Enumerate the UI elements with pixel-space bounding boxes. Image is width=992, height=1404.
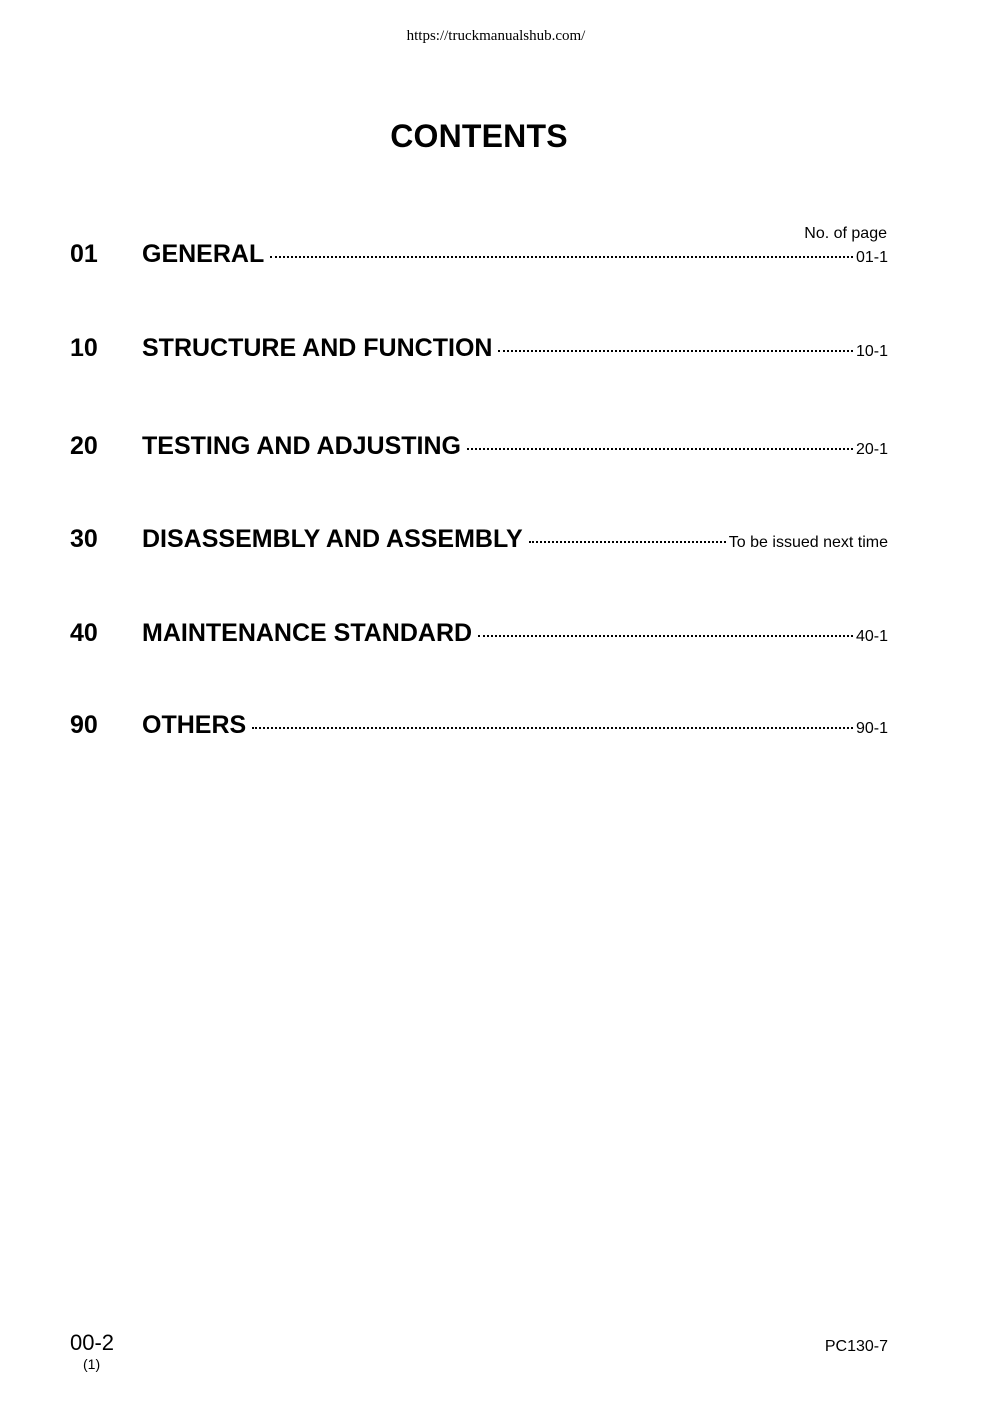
toc-row-testing-and-adjusting[interactable]: [70, 432, 888, 466]
footer-page-number: 00-2: [70, 1330, 115, 1355]
dot-leader: [252, 726, 853, 729]
toc-page-number: 01-1: [855, 249, 888, 266]
toc-section-number: 90: [70, 711, 98, 739]
toc-section-title: STRUCTURE AND FUNCTION: [142, 334, 493, 362]
toc-row-general[interactable]: [70, 240, 888, 274]
toc-section-title: TESTING AND ADJUSTING: [142, 432, 461, 460]
toc-section-number: 20: [70, 432, 98, 460]
page-title: CONTENTS: [390, 118, 568, 154]
toc-page-number: 40-1: [855, 628, 888, 645]
dot-leader: [478, 634, 853, 637]
toc-page-number: 10-1: [855, 343, 888, 360]
source-url: https://truckmanualshub.com/: [406, 28, 586, 44]
toc-row-others[interactable]: [70, 711, 888, 745]
toc-section-title: GENERAL: [142, 240, 265, 268]
footer-revision: (1): [83, 1356, 101, 1372]
footer-model: PC130-7: [824, 1338, 888, 1355]
toc-section-number: 10: [70, 334, 98, 362]
toc-section-number: 01: [70, 240, 98, 268]
dot-leader: [529, 540, 726, 543]
toc-section-title: DISASSEMBLY AND ASSEMBLY: [142, 525, 523, 553]
page-column-label: No. of page: [804, 225, 887, 242]
dot-leader: [467, 447, 853, 450]
toc-row-maintenance-standard[interactable]: [70, 619, 888, 653]
toc-row-disassembly-and-assembly[interactable]: [70, 525, 888, 559]
toc-page-number: 90-1: [855, 720, 888, 737]
dot-leader: [270, 255, 853, 258]
toc-page-number: 20-1: [855, 441, 888, 458]
toc-page-number: To be issued next time: [728, 534, 888, 551]
toc-row-structure-and-function[interactable]: [70, 334, 888, 368]
toc-section-number: 40: [70, 619, 98, 647]
toc-section-number: 30: [70, 525, 98, 553]
dot-leader: [498, 349, 853, 352]
toc-section-title: OTHERS: [142, 711, 247, 739]
toc-section-title: MAINTENANCE STANDARD: [142, 619, 473, 647]
